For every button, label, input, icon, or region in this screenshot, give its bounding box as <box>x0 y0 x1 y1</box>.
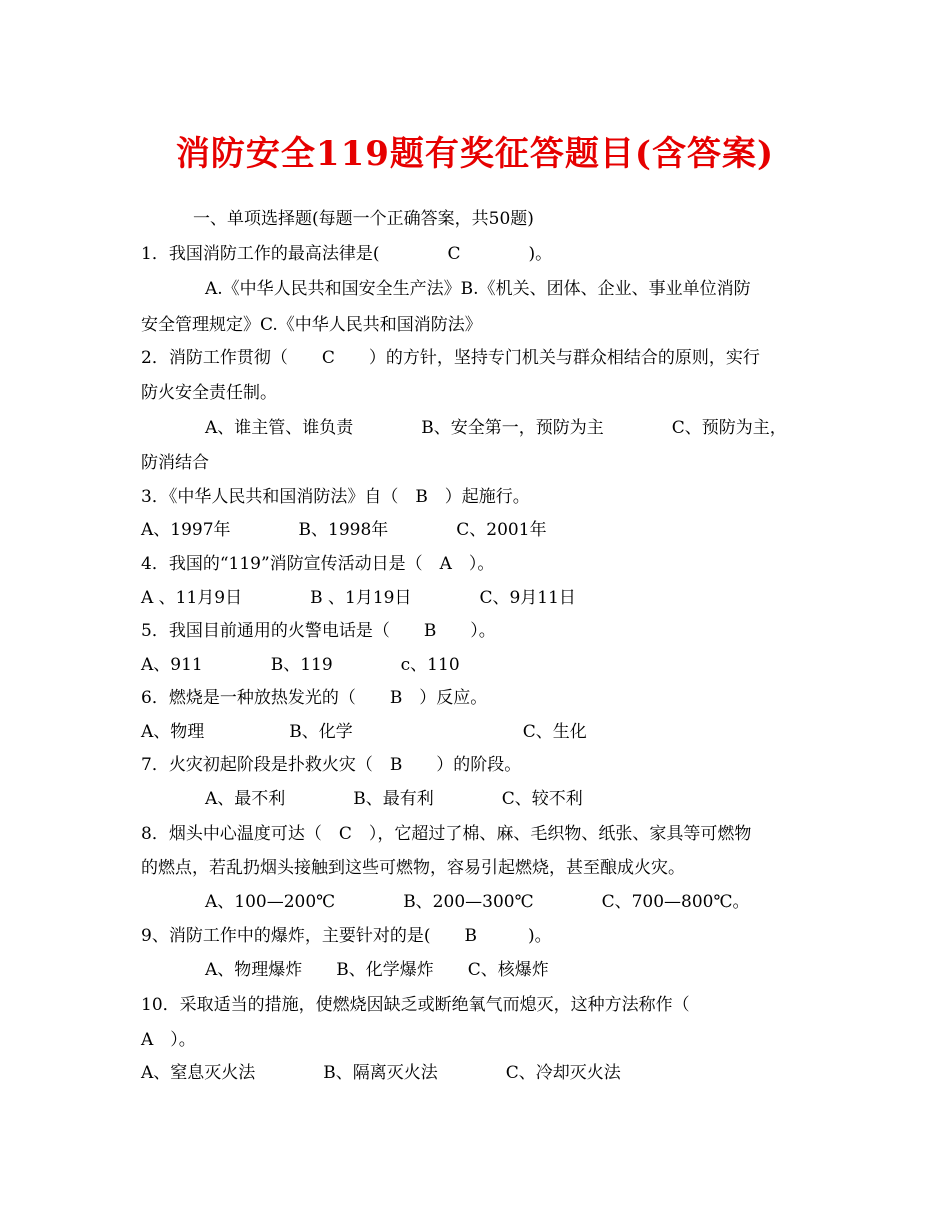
question-7-options: A、最不利 B、最有利 C、较不利 <box>205 789 583 809</box>
question-7: 7．火灾初起阶段是扑救火灾（ B ）的阶段。 <box>141 755 522 775</box>
question-6: 6．燃烧是一种放热发光的（ B ）反应。 <box>141 688 488 708</box>
question-8: 8．烟头中心温度可达（ C ），它超过了棉、麻、毛织物、纸张、家具等可燃物 <box>141 824 752 844</box>
question-10-options: A、窒息灭火法 B、隔离灭火法 C、冷却灭火法 <box>141 1063 621 1083</box>
question-10: 10．采取适当的措施，使燃烧因缺乏或断绝氧气而熄灭，这种方法称作（ <box>141 995 690 1015</box>
document-title: 消防安全119题有奖征答题目(含答案) <box>175 134 775 174</box>
question-9-options: A、物理爆炸 B、化学爆炸 C、核爆炸 <box>205 960 549 980</box>
question-2-cont: 防火安全责任制。 <box>141 383 277 403</box>
question-5: 5．我国目前通用的火警电话是（ B ）。 <box>141 621 496 641</box>
question-10-cont: A ）。 <box>141 1030 196 1050</box>
question-4: 4．我国的“119”消防宣传活动日是（ A ）。 <box>141 554 495 574</box>
question-8-cont: 的燃点，若乱扔烟头接触到这些可燃物，容易引起燃烧，甚至酿成火灾。 <box>141 858 685 878</box>
question-2: 2．消防工作贯彻（ C ）的方针，坚持专门机关与群众相结合的原则，实行 <box>141 348 760 368</box>
question-1-options: A.《中华人民共和国安全生产法》B.《机关、团体、企业、事业单位消防 <box>205 279 751 299</box>
question-3: 3．《中华人民共和国消防法》自（ B ）起施行。 <box>141 487 530 507</box>
question-6-options: A、物理 B、化学 C、生化 <box>141 722 587 742</box>
question-9: 9、消防工作中的爆炸，主要针对的是( B )。 <box>141 926 552 946</box>
question-2-options: A、谁主管、谁负责 B、安全第一，预防为主 C、预防为主， <box>205 418 787 438</box>
question-5-options: A、911 B、119 c、110 <box>141 655 460 675</box>
question-1-options-cont: 安全管理规定》C.《中华人民共和国消防法》 <box>141 315 482 335</box>
section-heading: 一、单项选择题(每题一个正确答案，共50题) <box>193 209 534 229</box>
question-1: 1．我国消防工作的最高法律是( C )。 <box>141 244 553 264</box>
question-8-options: A、100—200℃ B、200—300℃ C、700—800℃。 <box>205 892 750 912</box>
question-3-options: A、1997年 B、1998年 C、2001年 <box>141 520 547 540</box>
question-4-options: A 、11月9日 B 、1月19日 C、9月11日 <box>141 588 576 608</box>
question-2-options-cont: 防消结合 <box>141 453 209 473</box>
